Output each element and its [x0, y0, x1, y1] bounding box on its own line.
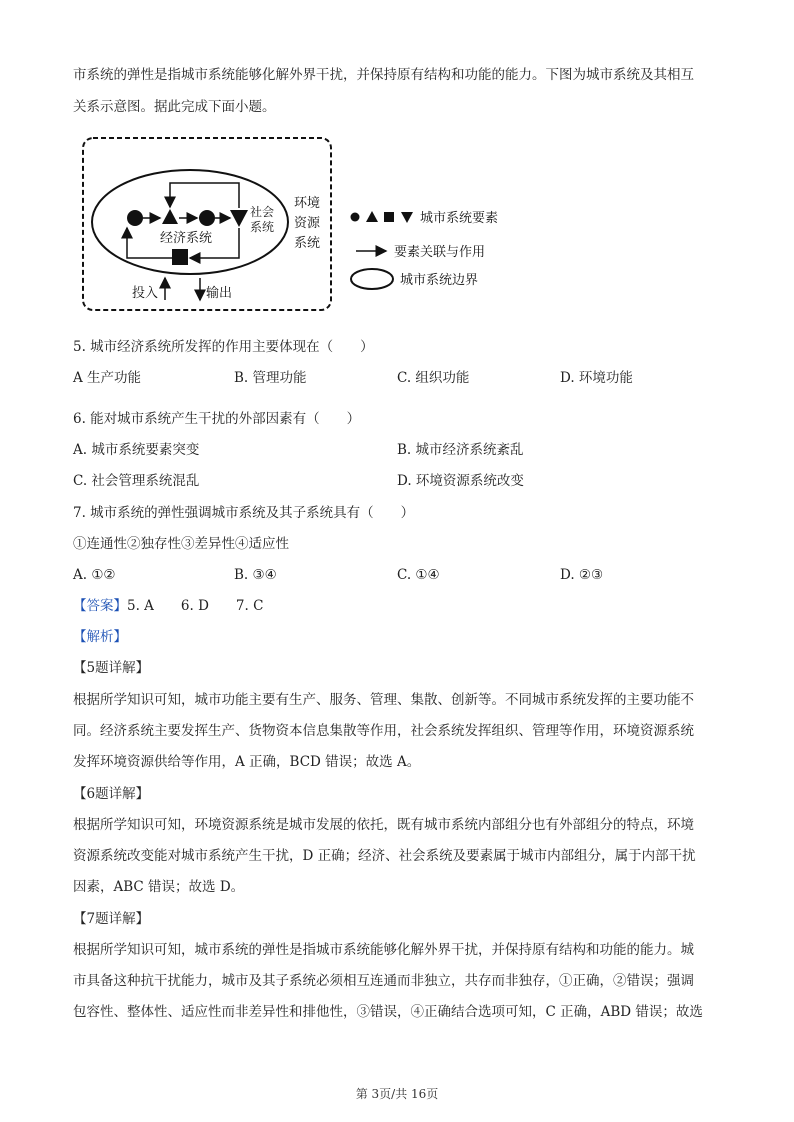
detail-7-line-3: 包容性、整体性、适应性而非差异性和排他性，③错误，④正确结合选项可知，C 正确，ABD 错误；故选 [73, 1004, 703, 1020]
answer-text: 5. A 6. D 7. C [127, 598, 264, 614]
q5-option-b: B. 管理功能 [234, 370, 307, 386]
q6-option-b: B. 城市经济系统紊乱 [397, 442, 524, 458]
page-number: 第 3页/共 16页 [355, 1087, 439, 1101]
element-circle-1 [127, 210, 143, 226]
question-7-stem: 7. 城市系统的弹性强调城市系统及其子系统具有（ ） [73, 505, 415, 521]
intro-line-2: 关系示意图。据此完成下面小题。 [73, 99, 276, 115]
q5-option-a: A 生产功能 [73, 370, 142, 386]
q7-option-d: D. ②③ [560, 567, 604, 583]
output-label: 输出 [206, 286, 233, 301]
detail-5-line-2: 同。经济系统主要发挥生产、货物资本信息集散等作用，社会系统发挥组织、管理等作用，环境资源系统 [73, 723, 694, 739]
analysis-label: 【解析】 [73, 629, 127, 645]
q7-option-b: B. ③④ [234, 567, 277, 583]
detail-7-title: 【7题详解】 [73, 911, 150, 927]
q7-option-a: A. ①② [73, 567, 116, 583]
element-square [172, 249, 188, 265]
detail-6-title: 【6题详解】 [73, 786, 150, 802]
legend-square-icon [384, 212, 394, 222]
input-label: 投入 [132, 286, 159, 301]
detail-5-title: 【5题详解】 [73, 660, 150, 676]
legend-elements-label: 城市系统要素 [420, 211, 499, 226]
env-system-label-3: 系统 [294, 236, 321, 251]
social-system-label-1: 社会 [250, 205, 275, 219]
q5-option-c: C. 组织功能 [397, 370, 470, 386]
urban-system-diagram [0, 0, 794, 330]
q7-option-c: C. ①④ [397, 567, 440, 583]
question-5-stem: 5. 城市经济系统所发挥的作用主要体现在（ ） [73, 339, 374, 355]
element-inverted-triangle [230, 210, 248, 227]
social-system-label-2: 系统 [250, 220, 275, 234]
detail-5-line-1: 根据所学知识可知，城市功能主要有生产、服务、管理、集散、创新等。不同城市系统发挥的主要功能不 [73, 692, 694, 708]
element-circle-2 [199, 210, 215, 226]
legend-triangle-icon [366, 211, 378, 222]
detail-7-line-2: 市具备这种抗干扰能力，城市及其子系统必须相互连通而非独立，共存而非独存，①正确，②错误；强调 [73, 973, 694, 989]
question-7-sub: ①连通性②独存性③差异性④适应性 [73, 536, 289, 552]
env-system-label-1: 环境 [294, 196, 321, 211]
legend-circle-icon [351, 213, 360, 222]
legend-ellipse-icon [351, 269, 393, 289]
legend-arrow-label: 要素关联与作用 [394, 245, 486, 260]
q6-option-a: A. 城市系统要素突变 [73, 442, 200, 458]
q6-option-c: C. 社会管理系统混乱 [73, 473, 200, 489]
q5-option-d: D. 环境功能 [560, 370, 633, 386]
detail-7-line-1: 根据所学知识可知，城市系统的弹性是指城市系统能够化解外界干扰，并保持原有结构和功能的能力。城 [73, 942, 694, 958]
env-system-label-2: 资源 [294, 216, 321, 231]
detail-6-line-2: 资源系统改变能对城市系统产生干扰，D 正确；经济、社会系统及要素属于城市内部组分，属于内部干扰 [73, 848, 696, 864]
q6-option-d: D. 环境资源系统改变 [397, 473, 524, 489]
legend-boundary-label: 城市系统边界 [400, 273, 479, 288]
answer-line [73, 596, 263, 616]
economic-system-label: 经济系统 [160, 231, 213, 246]
detail-6-line-1: 根据所学知识可知，环境资源系统是城市发展的依托，既有城市系统内部组分也有外部组分的特点，环境 [73, 817, 694, 833]
detail-5-line-3: 发挥环境资源供给等作用，A 正确，BCD 错误；故选 A。 [73, 754, 421, 770]
legend-inverted-triangle-icon [401, 212, 413, 223]
answer-label: 【答案】 [73, 598, 127, 614]
question-6-stem: 6. 能对城市系统产生干扰的外部因素有（ ） [73, 411, 361, 427]
element-triangle [162, 209, 178, 224]
detail-6-line-3: 因素，ABC 错误；故选 D。 [73, 879, 245, 895]
intro-line-1: 市系统的弹性是指城市系统能够化解外界干扰，并保持原有结构和功能的能力。下图为城市系统及其相互 [73, 67, 694, 83]
